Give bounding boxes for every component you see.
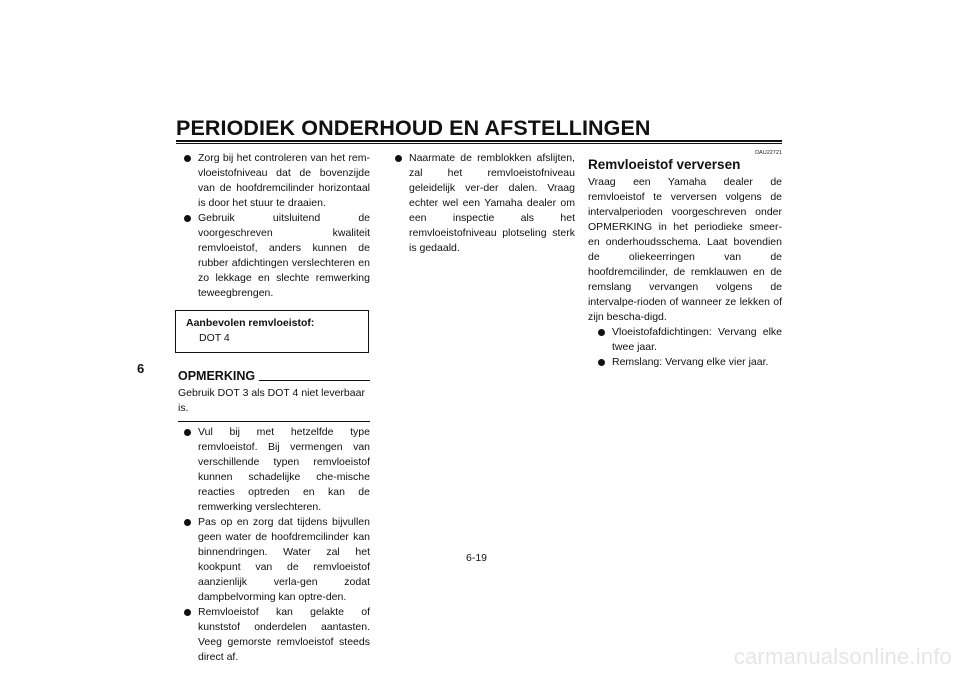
page-title: PERIODIEK ONDERHOUD EN AFSTELLINGEN bbox=[176, 116, 651, 140]
list-item-text: Vul bij met hetzelfde type remvloeistof. Bij vermengen van verschillende typen remvloeistof kunnen schadelijke che-mische reacties optreden en kan de remwerking verslechteren. bbox=[198, 426, 370, 513]
list-item bbox=[389, 151, 575, 256]
watermark: carmanualsonline.info bbox=[733, 644, 952, 669]
section-paragraph: Vraag een Yamaha dealer de remvloeistof te verversen volgens de intervalperioden voorgeschreven onder OPMERKING in het periodieke smeer- en onderhoudsschema. Laat bovendien de oliekeerringen van de hoofdremcilinder, de remklauwen en de remslang vervangen volgens de intervalpe-rioden of wanneer ze lekken of zijn bescha-digd. bbox=[588, 176, 782, 323]
page-number: 6-19 bbox=[466, 552, 488, 564]
list-item bbox=[592, 355, 782, 370]
spec-label: Aanbevolen remvloeistof: bbox=[186, 317, 315, 329]
column-middle bbox=[389, 151, 575, 256]
title-rule-secondary bbox=[176, 143, 782, 144]
reference-code: DAU22721 bbox=[755, 150, 782, 156]
list-item bbox=[178, 605, 370, 665]
list-item-text: Remslang: Vervang elke vier jaar. bbox=[612, 356, 769, 368]
bullet-icon bbox=[184, 429, 191, 436]
list-item bbox=[178, 515, 370, 605]
bullet-icon bbox=[184, 215, 191, 222]
list-item-text: Remvloeistof kan gelakte of kunststof onderdelen aantasten. Veeg gemorste remvloeistof steeds direct af. bbox=[198, 606, 370, 663]
bullet-icon bbox=[395, 155, 402, 162]
column-right bbox=[588, 150, 782, 370]
list-item-text: Gebruik uitsluitend de voorgeschreven kwaliteit remvloeistof, anders kunnen de rubber afdichtingen verslechteren en zo lekkage en slechte remwerking teweegbrengen. bbox=[198, 212, 370, 299]
bullet-icon bbox=[598, 329, 605, 336]
bullet-icon bbox=[184, 609, 191, 616]
column-left bbox=[178, 151, 370, 665]
list-item bbox=[178, 425, 370, 515]
title-rule bbox=[176, 140, 782, 142]
section-title: Remvloeistof verversen bbox=[588, 157, 741, 172]
note-end-rule bbox=[178, 421, 370, 422]
list-item-text: Zorg bij het controleren van het rem-vloeistofniveau dat de bovenzijde van de hoofdremcilinder horizontaal is door het stuur te draaien. bbox=[198, 152, 370, 209]
note-heading bbox=[178, 369, 370, 383]
list-item-text: Vloeistofafdichtingen: Vervang elke twee jaar. bbox=[612, 326, 782, 353]
note-text: Gebruik DOT 3 als DOT 4 niet leverbaar is. bbox=[178, 387, 365, 414]
note-title: OPMERKING bbox=[178, 369, 256, 383]
list-item bbox=[178, 151, 370, 211]
bullet-icon bbox=[184, 155, 191, 162]
spec-box bbox=[175, 310, 369, 353]
list-item bbox=[592, 325, 782, 355]
note-title-rule bbox=[259, 380, 370, 381]
spec-value: DOT 4 bbox=[199, 332, 230, 344]
list-item-text: Pas op en zorg dat tijdens bijvullen geen water de hoofdremcilinder kan binnendringen. Water zal het kookpunt van de remvloeistof aanzienlijk verla-gen zodat dampbelvorming kan optre-den. bbox=[198, 516, 370, 603]
list-item bbox=[178, 211, 370, 301]
list-item-text: Naarmate de remblokken afslijten, zal het remvloeistofniveau geleidelijk ver-der dalen. Vraag echter wel een Yamaha dealer om een inspectie als het remvloeistofniveau plotseling sterk is gedaald. bbox=[409, 152, 575, 254]
chapter-number: 6 bbox=[137, 361, 145, 376]
bullet-icon bbox=[598, 359, 605, 366]
bullet-icon bbox=[184, 519, 191, 526]
